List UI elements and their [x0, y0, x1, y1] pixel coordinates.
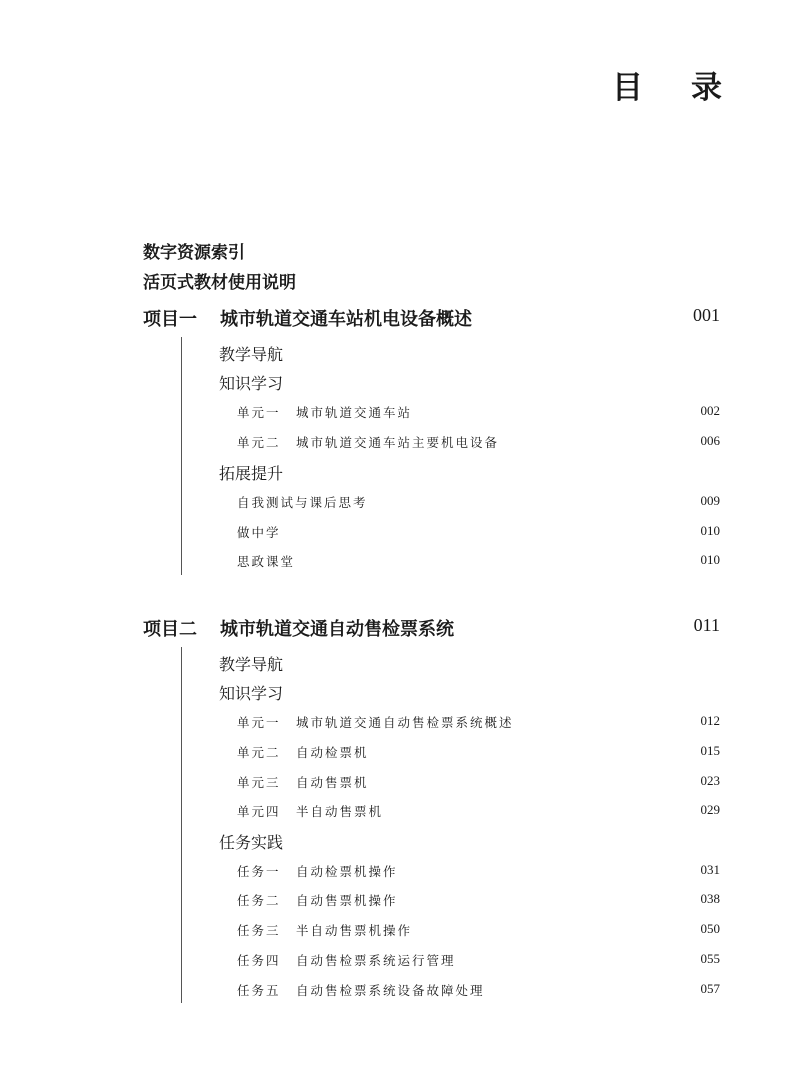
- section-heading[interactable]: 教学导航: [219, 655, 284, 674]
- entry-page: 029: [700, 802, 720, 817]
- project-2-divider: [181, 647, 182, 1003]
- entry-page: 002: [700, 403, 720, 418]
- intro-workbook-instructions[interactable]: 活页式教材使用说明: [143, 273, 296, 293]
- entry-page: 006: [700, 433, 720, 448]
- page-title: 目录: [612, 70, 770, 106]
- entry-title[interactable]: 自动售检票系统设备故障处理: [296, 983, 485, 998]
- entry-page: 009: [700, 493, 720, 508]
- entry-title[interactable]: 自我测试与课后思考: [237, 495, 368, 510]
- entry-title[interactable]: 做中学: [237, 525, 281, 540]
- entry-label: 任务四: [237, 953, 281, 968]
- entry-label: 任务五: [237, 983, 281, 998]
- entry-page: 055: [700, 951, 720, 966]
- entry-label: 单元一: [237, 405, 281, 420]
- entry-page: 050: [700, 921, 720, 936]
- entry-label: 单元三: [237, 775, 281, 790]
- entry-title[interactable]: 城市轨道交通车站: [296, 405, 413, 420]
- entry-page: 057: [700, 981, 720, 996]
- entry-page: 031: [700, 862, 720, 877]
- entry-label: 单元二: [237, 435, 281, 450]
- entry-title[interactable]: 半自动售票机: [296, 804, 384, 819]
- entry-page: 023: [700, 773, 720, 788]
- section-heading[interactable]: 知识学习: [219, 374, 284, 393]
- entry-title[interactable]: 自动检票机操作: [296, 864, 398, 879]
- project-1-label: 项目一: [143, 309, 197, 330]
- entry-title[interactable]: 自动售票机: [296, 775, 369, 790]
- project-2-title[interactable]: 城市轨道交通自动售检票系统: [220, 619, 454, 640]
- entry-label: 任务一: [237, 864, 281, 879]
- entry-label: 任务三: [237, 923, 281, 938]
- project-2-page: 011: [693, 615, 720, 635]
- section-heading[interactable]: 任务实践: [219, 833, 284, 852]
- section-heading[interactable]: 教学导航: [219, 345, 284, 364]
- entry-label: 任务二: [237, 893, 281, 908]
- entry-title[interactable]: 城市轨道交通自动售检票系统概述: [296, 715, 514, 730]
- entry-title[interactable]: 半自动售票机操作: [296, 923, 413, 938]
- entry-page: 012: [700, 713, 720, 728]
- entry-title[interactable]: 城市轨道交通车站主要机电设备: [296, 435, 500, 450]
- entry-page: 038: [700, 891, 720, 906]
- intro-digital-resource-index[interactable]: 数字资源索引: [143, 243, 245, 263]
- project-1-title[interactable]: 城市轨道交通车站机电设备概述: [220, 309, 472, 330]
- entry-title[interactable]: 自动售检票系统运行管理: [296, 953, 456, 968]
- project-1-divider: [181, 337, 182, 575]
- entry-page: 010: [700, 552, 720, 567]
- entry-label: 单元二: [237, 745, 281, 760]
- section-heading[interactable]: 知识学习: [219, 684, 284, 703]
- entry-title[interactable]: 思政课堂: [237, 554, 296, 569]
- entry-title[interactable]: 自动检票机: [296, 745, 369, 760]
- project-2-label: 项目二: [143, 619, 197, 640]
- section-heading[interactable]: 拓展提升: [219, 464, 284, 483]
- project-1-page: 001: [693, 305, 720, 325]
- entry-title[interactable]: 自动售票机操作: [296, 893, 398, 908]
- entry-label: 单元四: [237, 804, 281, 819]
- entry-page: 010: [700, 523, 720, 538]
- entry-page: 015: [700, 743, 720, 758]
- entry-label: 单元一: [237, 715, 281, 730]
